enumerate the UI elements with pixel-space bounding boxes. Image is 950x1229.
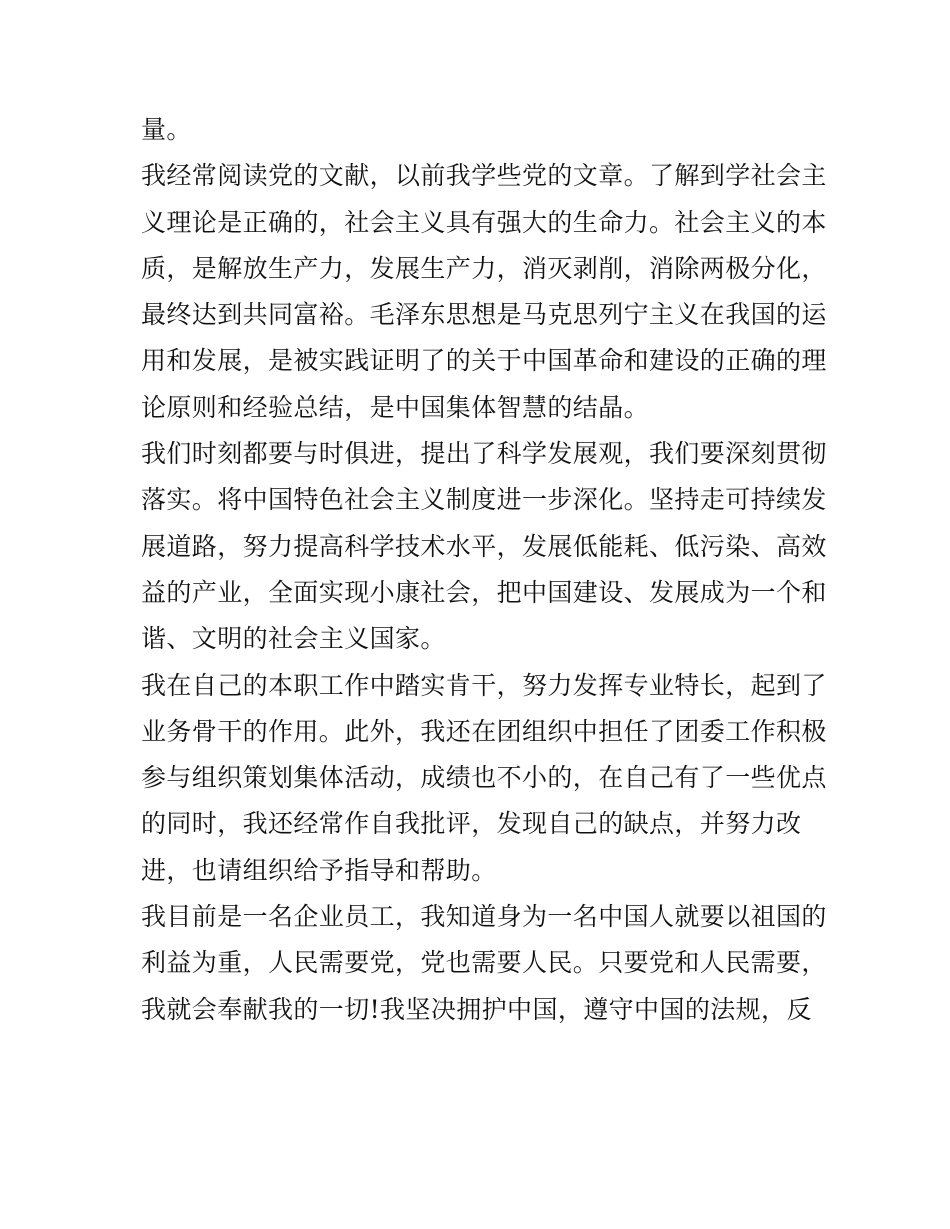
document-body xyxy=(141,107,827,1033)
text-line: 质，是解放生产力，发展生产力，消灭剥削，消除两极分化， xyxy=(141,253,827,283)
text-line: 落实。将中国特色社会主义制度进一步深化。坚持走可持续发 xyxy=(141,485,827,515)
text-line: 义理论是正确的，社会主义具有强大的生命力。社会主义的本 xyxy=(141,207,827,237)
text-line: 用和发展，是被实践证明了的关于中国革命和建设的正确的理 xyxy=(141,346,827,376)
text-line: 益的产业，全面实现小康社会，把中国建设、发展成为一个和 xyxy=(141,577,827,607)
text-line: 我目前是一名企业员工，我知道身为一名中国人就要以祖国的 xyxy=(141,902,827,932)
text-line: 参与组织策划集体活动，成绩也不小的，在自己有了一些优点 xyxy=(141,763,827,793)
text-line: 我在自己的本职工作中踏实肯干，努力发挥专业特长，起到了 xyxy=(141,670,827,700)
text-line: 谐、文明的社会主义国家。 xyxy=(141,624,446,654)
text-line: 我就会奉献我的一切!我坚决拥护中国，遵守中国的法规，反 xyxy=(141,994,812,1024)
text-line: 量。 xyxy=(141,115,192,144)
text-line: 论原则和经验总结，是中国集体智慧的结晶。 xyxy=(141,392,650,422)
text-line: 展道路，努力提高科学技术水平，发展低能耗、低污染、高效 xyxy=(141,531,827,561)
text-line: 我们时刻都要与时俱进，提出了科学发展观，我们要深刻贯彻 xyxy=(141,439,827,469)
text-line: 最终达到共同富裕。毛泽东思想是马克思列宁主义在我国的运 xyxy=(141,300,827,330)
text-line: 我经常阅读党的文献，以前我学些党的文章。了解到学社会主 xyxy=(141,161,827,191)
text-line: 的同时，我还经常作自我批评，发现自己的缺点，并努力改 xyxy=(141,809,802,839)
text-line: 进，也请组织给予指导和帮助。 xyxy=(141,855,497,885)
text-line: 业务骨干的作用。此外，我还在团组织中担任了团委工作积极 xyxy=(141,716,827,746)
text-line: 利益为重，人民需要党，党也需要人民。只要党和人民需要， xyxy=(141,948,827,978)
